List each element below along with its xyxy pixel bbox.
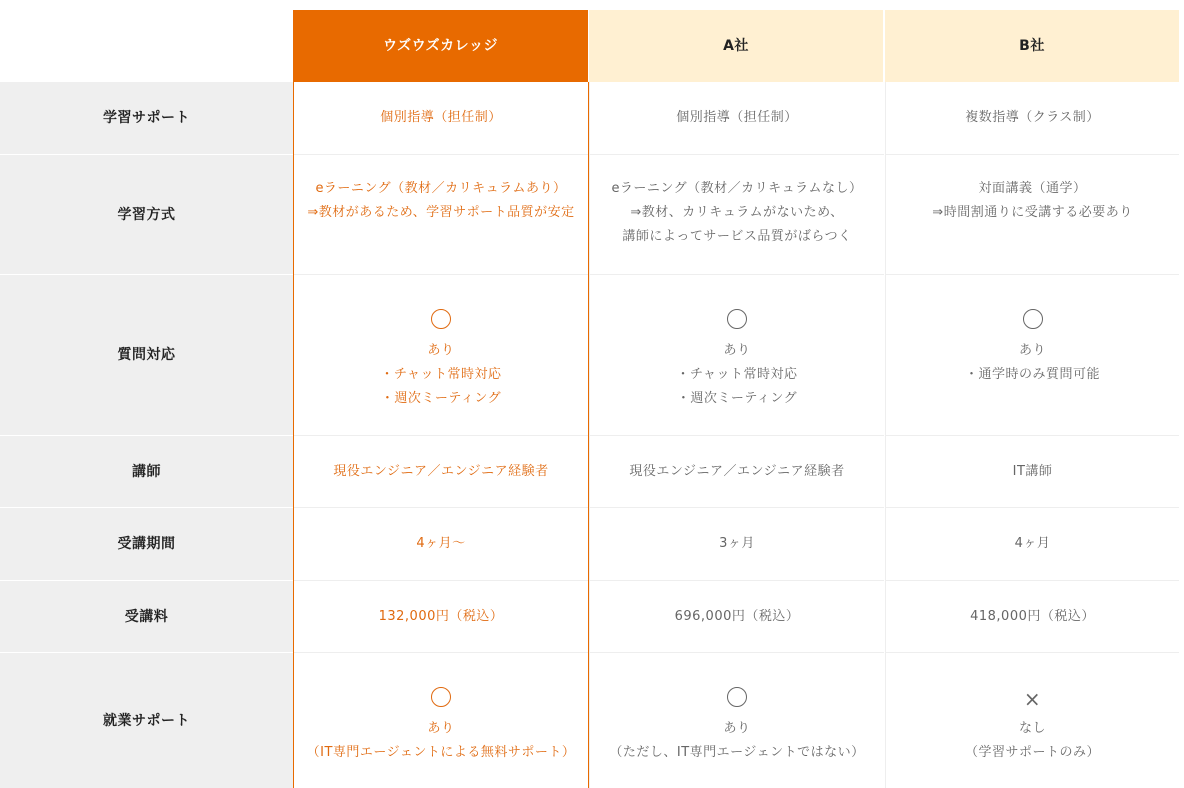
circle-icon [727, 309, 747, 329]
cell-text: 個別指導（担任制） [380, 110, 502, 125]
cell-b-learning-support [885, 82, 1179, 155]
row-label: 質問対応 [117, 347, 176, 363]
cell-text: （IT専門エージェントによる無料サポート） [306, 745, 576, 760]
cell-a-question-support [589, 275, 884, 436]
header-company-b [885, 10, 1179, 82]
cell-text: 696,000円（税込） [674, 608, 800, 624]
cell-text: 4ヶ月〜 [416, 536, 466, 551]
header-b-label: B社 [1019, 38, 1045, 54]
cell-text: （学習サポートのみ） [964, 745, 1100, 760]
row-label-duration [0, 508, 293, 581]
cell-text: 現役エンジニア／エンジニア経験者 [333, 463, 549, 479]
circle-icon [431, 687, 451, 707]
cell-text: ⇒教材、カリキュラムがないため、 [630, 205, 844, 220]
cell-text: ・週次ミーティング [380, 391, 502, 406]
row-label: 講師 [132, 463, 161, 480]
cell-text: IT講師 [1012, 463, 1053, 479]
cell-uzuz-learning-support [294, 82, 588, 155]
cell-text: ・チャット常時対応 [676, 367, 798, 382]
row-label-question-support [0, 275, 293, 436]
cell-b-question-support [885, 275, 1179, 436]
cell-text: eラーニング（教材／カリキュラムあり） [315, 181, 567, 196]
row-label: 受講期間 [117, 536, 176, 552]
row-label: 就業サポート [103, 712, 190, 729]
cell-a-fee [589, 581, 884, 653]
cell-uzuz-fee [294, 581, 588, 653]
row-label-learning-method [0, 155, 293, 275]
cell-a-instructor [589, 436, 884, 508]
cell-text: あり [723, 343, 751, 358]
cell-text: なし [1018, 721, 1046, 736]
circle-icon [1023, 309, 1043, 329]
cell-b-instructor [885, 436, 1179, 508]
cell-text: 現役エンジニア／エンジニア経験者 [629, 463, 845, 479]
cell-text: ⇒時間割通りに受講する必要あり [932, 205, 1133, 220]
row-label-learning-support [0, 82, 293, 155]
cell-text: eラーニング（教材／カリキュラムなし） [611, 181, 863, 196]
cell-text: 個別指導（担任制） [676, 110, 798, 125]
circle-icon [727, 687, 747, 707]
cell-text: 4ヶ月 [1014, 536, 1051, 551]
row-label: 受講料 [124, 608, 169, 625]
cell-text: ⇒教材があるため、学習サポート品質が安定 [307, 205, 575, 220]
cell-b-learning-method [885, 155, 1179, 275]
cell-b-duration [885, 508, 1179, 581]
cell-uzuz-learning-method [294, 155, 588, 275]
row-label-fee [0, 581, 293, 653]
circle-icon [431, 309, 451, 329]
header-company-a [589, 10, 883, 82]
cell-a-job-support [589, 653, 884, 788]
cell-b-job-support [885, 653, 1179, 788]
cell-a-duration [589, 508, 884, 581]
cell-uzuz-duration [294, 508, 588, 581]
table-corner [0, 0, 293, 82]
cell-text: ・通学時のみ質問可能 [964, 367, 1100, 382]
cell-a-learning-method [589, 155, 884, 275]
row-label-job-support [0, 653, 293, 788]
cross-icon: × [1023, 687, 1042, 711]
cell-text: 132,000円（税込） [378, 608, 504, 624]
header-uzuz-college [293, 10, 588, 82]
cell-a-learning-support [589, 82, 884, 155]
cell-text: 複数指導（クラス制） [965, 110, 1100, 125]
cell-text: 対面講義（通学） [978, 181, 1087, 196]
cell-uzuz-instructor [294, 436, 588, 508]
cell-text: ・チャット常時対応 [380, 367, 502, 382]
cell-text: （ただし、IT専門エージェントではない） [609, 745, 865, 760]
row-label: 学習サポート [103, 110, 190, 126]
cell-text: 3ヶ月 [719, 536, 755, 551]
cell-b-fee [885, 581, 1179, 653]
cell-uzuz-question-support [294, 275, 588, 436]
cell-text: あり [427, 721, 455, 736]
cell-text: 講師によってサービス品質がばらつく [622, 229, 852, 244]
cell-text: ・週次ミーティング [676, 391, 798, 406]
cell-text: あり [723, 721, 751, 736]
cell-uzuz-job-support [294, 653, 588, 788]
header-uzuz-label: ウズウズカレッジ [382, 38, 499, 54]
row-label-instructor [0, 436, 293, 508]
cell-text: あり [427, 343, 455, 358]
row-label: 学習方式 [117, 206, 176, 223]
header-a-label: A社 [723, 38, 749, 54]
cell-text: 418,000円（税込） [970, 608, 1095, 624]
cell-text: あり [1018, 343, 1046, 358]
